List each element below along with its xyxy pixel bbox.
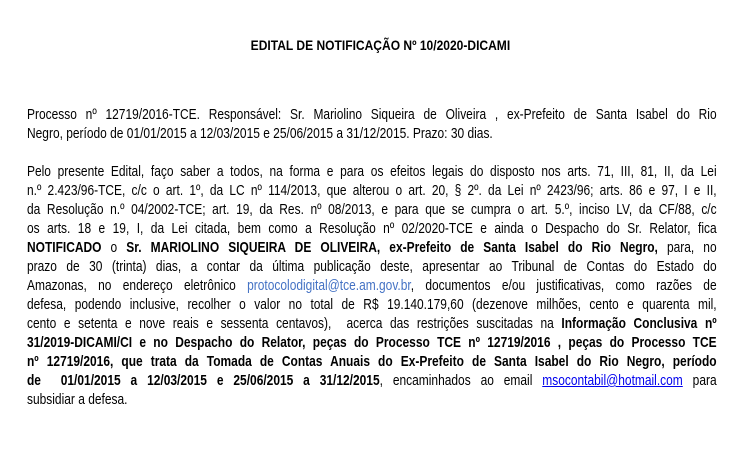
text-segment: cento e setenta e nove reais e sessenta centavos), acerca das restrições suscitadas na <box>27 316 562 332</box>
text-segment: para, no <box>657 240 717 256</box>
text-line <box>27 372 717 391</box>
text-line <box>27 296 717 315</box>
text-segment: defesa, podendo inclusive, recolher o valor no total de R$ 19.140.179,60 (dezenove milhões, cento e quarenta mil, <box>27 297 717 313</box>
text-segment: os arts. 18 e 19, I, da Lei citada, bem como a Resolução nº 02/2020-TCE e ainda o Despacho do Sr. Relator, fica <box>27 221 717 237</box>
bold-text: Sr. MARIOLINO SIQUEIRA DE OLIVEIRA, ex-Prefeito de Santa Isabel do Rio Negro, <box>126 240 658 256</box>
text-segment: prazo de 30 (trinta) dias, a contar da última publicação deste, apresentar ao Tribunal de Contas do Estado do <box>27 259 717 275</box>
bold-text: de 01/01/2015 a 12/03/2015 e 25/06/2015 a 31/12/2015 <box>27 373 380 389</box>
paragraph <box>27 163 717 410</box>
text-segment: , encaminhados ao email <box>379 373 543 389</box>
text-line <box>27 277 717 296</box>
text-segment: Amazonas, no endereço eletrônico <box>27 278 248 294</box>
text-line <box>27 182 717 201</box>
text-line <box>27 391 717 410</box>
text-line <box>27 239 717 258</box>
text-segment: Processo nº 12719/2016-TCE. Responsável: Sr. Mariolino Siqueira de Oliveira , ex-Prefeito de Santa Isabel do Rio <box>27 107 717 123</box>
text-segment: Pelo presente Edital, faço saber a todos, na forma e para os efeitos legais do disposto nos arts. 71, III, 81, II, da Lei <box>27 164 717 180</box>
title-text: EDITAL DE NOTIFICAÇÃO Nº 10/2020-DICAMI <box>250 37 511 53</box>
text-line <box>27 334 717 353</box>
text-line <box>27 163 717 182</box>
document-body <box>27 106 717 429</box>
text-segment: Negro, período de 01/01/2015 a 12/03/2015 e 25/06/2015 a 31/12/2015. Prazo: 30 dias. <box>27 126 493 142</box>
text-segment: da Resolução n.º 04/2002-TCE; art. 19, da Res. nº 08/2013, e para que se cumpra o art. 5.º, inciso LV, da CF/88, c/c <box>27 202 717 218</box>
bold-text: nº 12719/2016, que trata da Tomada de Contas Anuais do Ex-Prefeito de Santa Isabel do Rio Negro, período <box>27 354 717 370</box>
paragraph <box>27 106 717 144</box>
text-line <box>27 353 717 372</box>
contact-email-link[interactable]: msocontabil@hotmail.com <box>542 373 683 389</box>
text-line <box>27 201 717 220</box>
protocol-email-link[interactable]: protocolodigital@tce.am.gov.br <box>247 278 411 294</box>
text-segment: , documentos e/ou justificativas, como razões de <box>410 278 717 294</box>
text-line <box>27 258 717 277</box>
page-title <box>53 37 692 53</box>
bold-text: Informação Conclusiva nº <box>561 316 717 332</box>
bold-text: 31/2019-DICAMI/CI e no Despacho do Relator, peças do Processo TCE nº 12719/2016 , peças do Processo TCE <box>27 335 717 351</box>
bold-text: NOTIFICADO <box>27 240 102 256</box>
text-line <box>27 220 717 239</box>
text-segment: subsidiar a defesa. <box>27 392 128 408</box>
text-line <box>27 106 717 125</box>
text-line <box>27 315 717 334</box>
text-segment: n.º 2.423/96-TCE, c/c o art. 1º, da LC nº 114/2013, que alterou o art. 20, § 2º. da Lei nº 2423/96; arts. 86 e 97, I e II, <box>27 183 717 199</box>
text-segment: para <box>682 373 717 389</box>
text-segment: o <box>101 240 127 256</box>
text-line <box>27 125 717 144</box>
